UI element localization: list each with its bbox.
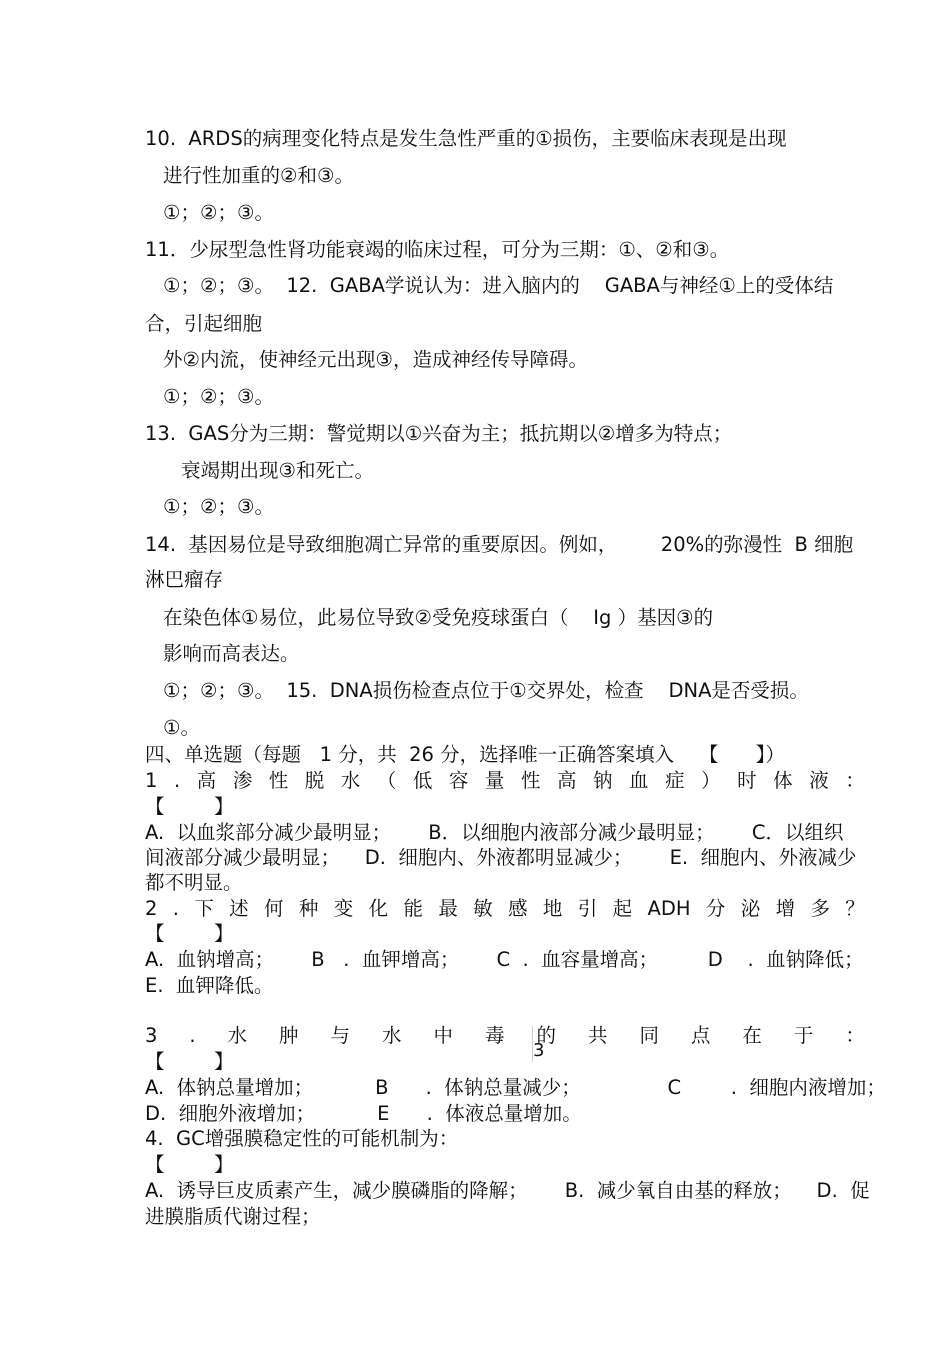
q2-token: 引 [577,897,598,920]
q2-token: . [172,897,179,920]
q4-answer-bracket: 【 】 [145,1153,234,1176]
q3-token: 共 [587,1024,608,1047]
q2-token: 下 [194,897,214,920]
q3-token: 中 [433,1024,454,1047]
q3-stem [145,1023,865,1049]
q1-token: 钠 [593,769,613,792]
q1-token: 性 [268,769,289,792]
q2-token: 化 [368,897,389,920]
q1-token: 高 [196,769,217,792]
q12-line2: 合，引起细胞 [145,312,263,335]
q3-token: 3 [145,1024,158,1047]
q1-token: 体 [773,769,793,792]
q2-token: 能 [403,897,423,920]
q15-answer: ①。 [163,716,200,739]
page-number: 3 [533,1040,545,1061]
q3-token: 毒 [484,1024,505,1047]
q1-token: 1 [145,769,158,792]
q1-options-line3: 都不明显。 [145,871,243,894]
q2-token: 何 [264,897,284,920]
q3-token: 肿 [279,1024,299,1047]
section-heading: 四、单选题（每题 1 分，共 26 分，选择唯一正确答案填入 【 】） [145,743,785,766]
q13-line1: 13. GAS分为三期：警觉期以①兴奋为主；抵抗期以②增多为特点； [145,422,733,445]
q11-line1: 11．少尿型急性肾功能衰竭的临床过程，可分为三期：①、②和③。 [145,238,730,261]
q10-line1: 10. ARDS的病理变化特点是发生急性严重的①损伤，主要临床表现是出现 [145,127,787,150]
q14-line3: 在染色体①易位，此易位导致②受免疫球蛋白（ Ig ）基因③的 [163,606,714,629]
q1-token: 血 [629,769,649,792]
q1-token: 量 [484,769,505,792]
q2-token: 地 [542,897,563,920]
q3-token: 点 [690,1024,711,1047]
q1-token: 脱 [304,769,325,792]
q1-stem [145,768,865,794]
q1-token: 容 [448,769,469,792]
q2-token: 最 [438,897,458,920]
q4-options-line1: A. 诱导巨皮质素产生，减少膜磷脂的降解； B. 减少氧自由基的释放； D. 促 [145,1179,870,1202]
q1-token: 时 [737,769,757,792]
q13-answers: ①；②；③。 [163,495,274,518]
q2-token: 种 [298,897,319,920]
q1-token: ） [701,769,721,792]
q3-token: 于 [793,1024,814,1047]
q2-token: 述 [229,897,249,920]
q3-token: 水 [227,1024,248,1047]
q1-answer-bracket: 【 】 [145,795,234,818]
q1-token: （ [376,769,397,792]
q2-token: 感 [508,897,528,920]
q3-token: . [189,1024,196,1047]
q1-token: ： [845,769,865,792]
q3-token: 同 [639,1024,659,1047]
q3-token: 在 [742,1024,762,1047]
q2-options-line1: A. 血钠增高； B . 血钾增高； C . 血容量增高； D . 血钠降低； [145,948,864,971]
q2-token: 变 [333,897,354,920]
q14-line1: 14. 基因易位是导致细胞凋亡异常的重要原因。例如， 20%的弥漫性 B 细胞 [145,533,854,556]
q1-options-line2: 间液部分减少最明显； D. 细胞内、外液都明显减少； E. 细胞内、外液减少 [145,846,857,869]
q14-line2: 淋巴瘤存 [145,568,224,591]
q14-answers-q15: ①；②；③。 15. DNA损伤检查点位于①交界处，检查 DNA是否受损。 [163,679,809,702]
q3-token: 与 [330,1024,351,1047]
q10-answers: ①；②；③。 [163,201,274,224]
q2-answer-bracket: 【 】 [145,922,234,945]
q13-line2: 衰竭期出现③和死亡。 [181,459,374,482]
q10-line2: 进行性加重的②和③。 [163,164,354,187]
q3-token: 水 [382,1024,402,1047]
q2-token: 起 [612,897,633,920]
q2-token: 敏 [473,897,493,920]
q1-token: 高 [556,769,577,792]
q2-token: 增 [775,897,796,920]
q2-token: 泌 [740,897,761,920]
q2-token: 多 [810,897,830,920]
q12-answers: ①；②；③。 [163,385,274,408]
q3-options-line2: D. 细胞外液增加； E . 体液总量增加。 [145,1102,582,1125]
q1-token: 性 [520,769,541,792]
q1-token: . [173,769,181,792]
q4-options-line2: 进膜脂质代谢过程； [145,1205,321,1228]
q1-token: 水 [340,769,361,792]
q1-token: 症 [665,769,685,792]
q3-token: ： [845,1024,865,1047]
q12-line3: 外②内流，使神经元出现③，造成神经传导障碍。 [163,348,588,371]
q2-token: ADH [647,897,691,920]
q1-token: 渗 [232,769,253,792]
q14-line4: 影响而高表达。 [163,642,300,665]
q2-token: 分 [705,897,726,920]
q1-token: 低 [412,769,433,792]
q11-answers-q12-start: ①；②；③。 12. GABA学说认为：进入脑内的 GABA与神经①上的受体结 [163,274,834,297]
q3-options-line1: A. 体钠总量增加； B . 体钠总量减少； C . 细胞内液增加； [145,1076,886,1099]
q3-token: 的 [536,1024,556,1047]
q2-token: 2 [145,897,158,920]
q3-answer-bracket: 【 】 [145,1050,234,1073]
q2-stem [145,896,865,922]
q2-token: ？ [845,897,865,920]
q4-stem: 4. GC增强膜稳定性的可能机制为： [145,1127,459,1150]
q2-options-line2: E. 血钾降低。 [145,974,274,997]
q1-token: 液 [809,769,829,792]
q1-options-line1: A. 以血浆部分减少最明显； B．以细胞内液部分减少最明显； C．以组织 [145,821,844,844]
